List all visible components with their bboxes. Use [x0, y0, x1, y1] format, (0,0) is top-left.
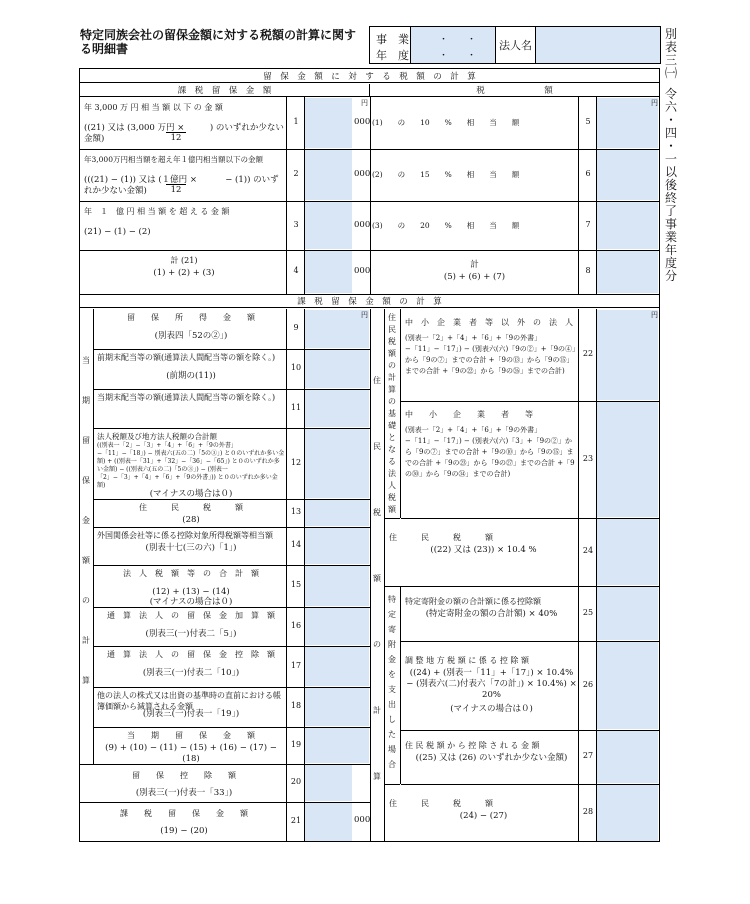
col-divider [286, 250, 287, 294]
group-left-char: 金 [82, 516, 90, 525]
side-char: ・ [664, 113, 677, 127]
fraction-denominator: 12 [166, 184, 186, 196]
group-a-char: 税 [388, 337, 396, 346]
col-divider [578, 201, 579, 250]
col-divider [286, 97, 287, 149]
row-divider [385, 518, 400, 519]
sec2-right-formula: (特定寄附金の額の合計額) × 40% [425, 609, 558, 619]
sec1-right-label: (2) の 15 % 相 当 額 [372, 170, 520, 179]
sec2-left-label: 通 算 法 人 の 留 保 金 控 除 額 [107, 650, 275, 659]
group-right-char: 算 [373, 772, 381, 781]
sec2-row-formula: (19) − (20) [160, 826, 208, 836]
sec1-row-formula: (((21) − (1)) 又は (１億円 × − (1)) のいずれか少ない金額) [84, 175, 279, 196]
sec1-right-label: (1) の 10 % 相 当 額 [372, 118, 520, 127]
group-b-char: 金 [388, 655, 396, 664]
section2-title: 課 税 留 保 金 額 の 計 算 [80, 294, 659, 308]
group-b-char: 特 [388, 595, 396, 604]
amount-input-1[interactable] [305, 98, 352, 148]
sec2-right-label: 特定寄附金の額の合計額に係る控除額 [405, 597, 541, 606]
amount-input-27[interactable] [597, 731, 658, 783]
sec2-left-formula: (前期の(11)) [166, 371, 216, 381]
side-char: 表 [664, 40, 677, 54]
corp-name-label: 法人名 [496, 27, 536, 63]
col-divider [286, 201, 287, 250]
group-a-char: の [388, 361, 396, 370]
yen-unit: 円 [651, 311, 658, 319]
row-number: 1 [293, 117, 299, 126]
sec2-left-formula: (別表十七(三の六)「1」) [145, 543, 237, 553]
sec2-right-formula: (別表一「2」+「4」+「6」+「9の外書」−「11」−「17」) − (別表六(六)「3」+「9の②」から「9の⑦」までの合計 +「9の⑩」から「9の⑮」までの合計 +「9の㉓」から「9の㉗」までの合計 +「9の㉚」から「9の㉞」までの合計) [405, 426, 575, 478]
negative-note: (マイナスの場合は０) [450, 704, 533, 714]
sec2-left-label: 当期末配当等の額(通算法人間配当等の額を除く。) [97, 393, 276, 402]
sec2-left-label: 前期末配当等の額(通算法人間配当等の額を除く。) [97, 353, 276, 362]
row-number: 26 [582, 679, 594, 689]
sec2-right-label: 調 整 地 方 税 額 に 係 る 控 除 額 [405, 656, 529, 665]
sec2-left-formula: (28) [182, 515, 200, 525]
side-char: 別 [664, 27, 677, 41]
group-a-char: 税 [388, 493, 396, 502]
yen-unit: 円 [361, 99, 368, 107]
amount-input-11[interactable] [305, 390, 369, 427]
side-char: 三 [664, 53, 677, 67]
thousands-zeros: 000 [354, 815, 371, 825]
section1-title: 留 保 金 額 に 対 す る 税 額 の 計 算 [80, 69, 659, 83]
thousands-zeros: 000 [354, 266, 371, 276]
thousands-zeros: 000 [354, 117, 371, 127]
side-char: ㈠ [664, 66, 677, 80]
col-divider [578, 784, 579, 842]
amount-input-4[interactable] [305, 251, 352, 293]
group-a-char: の [388, 397, 396, 406]
row-number: 22 [582, 349, 594, 358]
col-divider [286, 389, 287, 428]
group-b-char: 合 [388, 760, 396, 769]
sec2-right-formula: ((25) 又は (26) のいずれか少ない金額) [415, 753, 568, 763]
col-divider [578, 586, 579, 641]
sec2-left-formula: (12) + (13) − (14) [152, 587, 230, 597]
amount-input-21[interactable] [305, 803, 352, 841]
group-b-char: 場 [388, 745, 396, 754]
amount-input-20[interactable] [305, 765, 352, 801]
group-a-char: 額 [388, 505, 396, 514]
group-left-char: 期 [82, 396, 90, 405]
sec2-left-formula: (別表三(一)付表一「19」) [142, 709, 240, 719]
col-divider [286, 802, 287, 842]
col-divider [578, 97, 579, 149]
amount-input-12[interactable] [305, 429, 369, 498]
row-number: 6 [585, 169, 591, 178]
thousands-zeros: 000 [354, 169, 371, 179]
group-b-char: を [388, 670, 396, 679]
sec2-left-label: 留 保 所 得 金 額 [127, 313, 255, 322]
group-a-char: 住 [388, 313, 396, 322]
sec2-right-label: 中 小 企 業 者 等 以 外 の 法 人 [405, 318, 573, 327]
group-right-char: 住 [373, 376, 381, 385]
amount-input-28[interactable] [597, 785, 658, 841]
side-char: 令 [664, 87, 677, 101]
row-number: 21 [290, 816, 302, 825]
yen-unit: 円 [361, 311, 368, 319]
sec2-right-formula: (24) − (27) [459, 811, 508, 821]
group-a-char: 額 [388, 349, 396, 358]
row-number: 12 [290, 457, 302, 467]
side-char: 分 [664, 269, 677, 283]
col-divider [578, 309, 579, 401]
group-a-char: 算 [388, 385, 396, 394]
group-b-char: 定 [388, 610, 396, 619]
sec2-left-label: 他の法人の株式又は出資の基準時の直前における帳簿価額から減算される金額 [97, 691, 281, 711]
side-label [664, 28, 678, 283]
col-divider [370, 97, 371, 149]
side-char: ・ [664, 139, 677, 153]
row-divider [385, 586, 400, 587]
col-divider [578, 149, 579, 201]
row-number: 14 [290, 540, 302, 549]
group-a-char: 法 [388, 469, 396, 478]
corp-name-field[interactable] [536, 27, 660, 63]
sec1-right-label: (3) の 20 % 相 当 額 [372, 220, 520, 230]
sec2-row-label: 課 税 留 保 金 額 [120, 809, 248, 818]
group-right-char: の [373, 640, 381, 649]
row-number: 16 [290, 620, 302, 630]
sec2-left-formula: (別表三(一)付表二「10」) [142, 668, 240, 678]
sec2-right-label: 住 民 税 額 か ら 控 除 さ れ る 金 額 [405, 741, 540, 750]
group-b-char: た [388, 730, 396, 739]
sec1-row-formula: (1) + (2) + (3) [153, 268, 215, 278]
sec2-left-label: 外国関係会社等に係る控除対象所得税額等相当額 [97, 531, 273, 540]
col-divider [286, 527, 287, 565]
col-divider [286, 428, 287, 499]
row-number: 5 [585, 117, 591, 126]
sec2-right-formula: ((22) 又は (23)) × 10.4 % [430, 545, 537, 555]
group-divider [400, 309, 401, 518]
section1-col-left: 課 税 留 保 金 額 [80, 84, 370, 97]
sec1-right-formula: (5) + (6) + (7) [443, 272, 506, 282]
col-divider [578, 401, 579, 518]
side-char: 終 [664, 191, 677, 205]
col-divider [286, 607, 287, 646]
group-right-char: 民 [373, 442, 381, 451]
year-label-cell [370, 27, 411, 63]
row-number: 8 [585, 266, 591, 275]
amount-input-22[interactable] [597, 310, 658, 400]
col-divider [578, 641, 579, 730]
sec1-row-formula: ((21) 又は (3,000 万円 × ) のいずれか少ない金額) [84, 123, 284, 144]
amount-input-16[interactable] [305, 608, 369, 645]
tax-input-8[interactable] [597, 251, 658, 293]
sec2-right-formula: (別表一「2」+「4」+「6」+「9の外書」−「11」−「17」) − (別表六(六)「9の②」+「9の④」から「9の⑦」までの合計 +「9の⑬」から「9の⑮」までの合計 +「9の㉒」から「9の㉖」までの合計) [405, 334, 576, 375]
group-a-char: 民 [388, 325, 396, 334]
section1-col-right: 税 額 [370, 84, 659, 97]
sec2-right-label: 住 民 税 額 [389, 799, 493, 808]
group-b-char: し [388, 715, 396, 724]
amount-input-13[interactable] [305, 500, 369, 526]
col-divider [286, 646, 287, 687]
amount-input-2[interactable] [305, 150, 352, 200]
group-right-char: 計 [373, 706, 381, 715]
amount-input-19[interactable] [305, 728, 369, 763]
col-divider [286, 499, 287, 527]
group-b-char: 出 [388, 700, 396, 709]
row-number: 19 [290, 739, 302, 749]
tax-input-6[interactable] [597, 150, 658, 200]
col-divider [578, 730, 579, 784]
sec1-right-label: 計 [470, 260, 479, 270]
row-number: 24 [582, 546, 594, 555]
side-char: 一 [664, 152, 677, 166]
sec2-left-formula: (別表四「52の②」) [154, 331, 228, 341]
row-number: 2 [293, 169, 299, 178]
side-char: 年 [664, 243, 677, 257]
amount-input-3[interactable] [305, 202, 352, 249]
yen-unit: 円 [651, 99, 658, 107]
group-divider [384, 309, 385, 842]
group-right-char: 税 [373, 508, 381, 517]
sec1-row-formula: (21) − (1) − (2) [84, 227, 151, 237]
date-dot: ・ [467, 51, 477, 61]
group-divider [400, 586, 401, 784]
group-left-char: 額 [82, 556, 90, 565]
amount-input-17[interactable] [305, 647, 369, 686]
tax-input-7[interactable] [597, 202, 658, 249]
side-char: 業 [664, 230, 677, 244]
sec2-right-formula: ((24) + (別表一「11」+「17」) × 10.4% − (別表六(二)付表六「7の計」) × 10.4%) × 20% [406, 668, 577, 700]
page-title: 特定同族会社の留保金額に対する税額の計算に関する明細書 [80, 28, 357, 56]
sec2-left-formula: (9) + (10) − (11) − (15) + (16) − (17) − (18) [105, 743, 277, 764]
sec2-right-label: 中 小 企 業 者 等 [405, 410, 533, 419]
row-number: 28 [582, 807, 594, 816]
group-a-char: 基 [388, 409, 396, 418]
date-dot: ・ [439, 51, 449, 61]
row-number: 4 [293, 266, 299, 275]
group-left-char: 留 [82, 436, 90, 445]
fraction-denominator: 12 [166, 132, 186, 144]
sec2-left-label: 通 算 法 人 の 留 保 金 加 算 額 [107, 611, 275, 620]
row-number: 13 [290, 507, 302, 516]
side-char: 四 [664, 126, 677, 140]
amount-input-14[interactable] [305, 528, 369, 564]
col-divider [286, 309, 287, 349]
col-divider [370, 149, 371, 201]
col-divider [286, 687, 287, 727]
row-number: 11 [290, 402, 302, 412]
group-left-char: 計 [82, 636, 90, 645]
amount-input-18[interactable] [305, 688, 369, 726]
amount-input-15[interactable] [305, 566, 369, 606]
group-a-char: 礎 [388, 421, 396, 430]
amount-input-10[interactable] [305, 350, 369, 388]
sec1-row-label: 年 3,000 万 円 相 当 額 以 下 の 金 額 [84, 103, 223, 112]
sec2-right-label: 住 民 税 額 [389, 533, 493, 542]
sec1-row-label: 年 １ 億 円 相 当 額 を 超 え る 金 額 [84, 207, 230, 216]
group-left-char: 当 [82, 356, 90, 365]
side-char: 六 [664, 100, 677, 114]
amount-input-24[interactable] [597, 519, 658, 585]
row-number: 7 [585, 219, 591, 229]
row-number: 27 [582, 751, 594, 760]
group-a-char: と [388, 433, 396, 442]
side-char: 了 [664, 204, 677, 218]
sec2-left-label: 法 人 税 額 等 の 合 計 額 [123, 569, 259, 578]
negative-note: (マイナスの場合は０) [149, 489, 233, 499]
negative-note: (マイナスの場合は０) [149, 597, 233, 607]
col-divider [578, 518, 579, 586]
amount-input-23[interactable] [597, 402, 658, 517]
sec2-row-label: 留 保 控 除 額 [132, 771, 236, 780]
col-divider [370, 201, 371, 250]
group-b-char: 支 [388, 685, 396, 694]
group-a-char: な [388, 445, 396, 454]
side-char: 後 [664, 178, 677, 192]
row-number: 3 [293, 219, 299, 229]
row-number: 23 [582, 453, 594, 463]
amount-input-25[interactable] [597, 587, 658, 640]
side-char: 事 [664, 217, 677, 231]
group-b-char: 附 [388, 640, 396, 649]
row-number: 20 [290, 777, 302, 786]
row-divider [385, 784, 400, 785]
group-divider [93, 309, 94, 764]
group-b-char: 寄 [388, 625, 396, 634]
amount-input-26[interactable] [597, 642, 658, 729]
date-dot: ・ [467, 35, 477, 45]
row-number: 10 [290, 363, 302, 372]
row-number: 18 [290, 701, 302, 710]
group-a-char: る [388, 457, 396, 466]
date-dot: ・ [439, 35, 449, 45]
row-divider [80, 294, 659, 295]
amount-input-9[interactable] [305, 310, 369, 348]
sec2-left-formula: (別表三(一)付表二「5」) [145, 629, 237, 639]
row-number: 9 [293, 323, 299, 332]
sec1-row-label: 計 (21) [170, 256, 198, 265]
col-divider [370, 250, 371, 294]
thousands-zeros: 000 [354, 219, 371, 230]
sec1-row-label: 年3,000万円相当額を超え年１億円相当額以下の金額 [84, 155, 263, 164]
sec2-left-label: 住 民 税 額 [139, 503, 243, 512]
col-divider [286, 565, 287, 607]
row-number: 17 [290, 660, 302, 670]
row-number: 25 [582, 607, 594, 617]
sec2-left-label: 当 期 留 保 金 額 [127, 731, 255, 740]
col-divider [578, 250, 579, 294]
header-box [369, 26, 661, 64]
year-label-2: 年 度 [376, 49, 409, 62]
group-a-char: 計 [388, 373, 396, 382]
fiscal-year-field[interactable] [411, 27, 496, 63]
sec2-left-formula: ((別表一「2」−「3」+「4」+「6」+「9の外書」−「11」−「18」) − 別表六(五の二)「5の③」) と０のいずれか多い金額) + ((別表一「31」+「32」−「36」−「65」) と０のいずれか多い金額) − ((別表六(五の二)「5の③」) − (別表一「2」−「3」+「4」+「6」+「9の外書」)) と０のいずれか多い金額) [97, 442, 285, 489]
group-left-char: 保 [82, 476, 90, 485]
tax-input-5[interactable] [597, 98, 658, 148]
col-divider [286, 764, 287, 802]
side-char: 度 [664, 256, 677, 270]
col-divider [286, 727, 287, 764]
col-divider [286, 349, 287, 389]
row-number: 15 [290, 580, 302, 589]
sec2-row-formula: (別表三(一)付表一「33」) [135, 788, 233, 798]
year-label-1: 事 業 [376, 33, 409, 46]
group-a-char: 人 [388, 481, 396, 490]
group-left-char: の [82, 596, 90, 605]
side-char: 以 [664, 165, 677, 179]
group-right-char: 額 [373, 574, 381, 583]
col-divider [286, 149, 287, 201]
group-left-char: 算 [82, 676, 90, 685]
sec2-left-label: 法人税額及び地方法人税額の合計額 [97, 432, 217, 441]
